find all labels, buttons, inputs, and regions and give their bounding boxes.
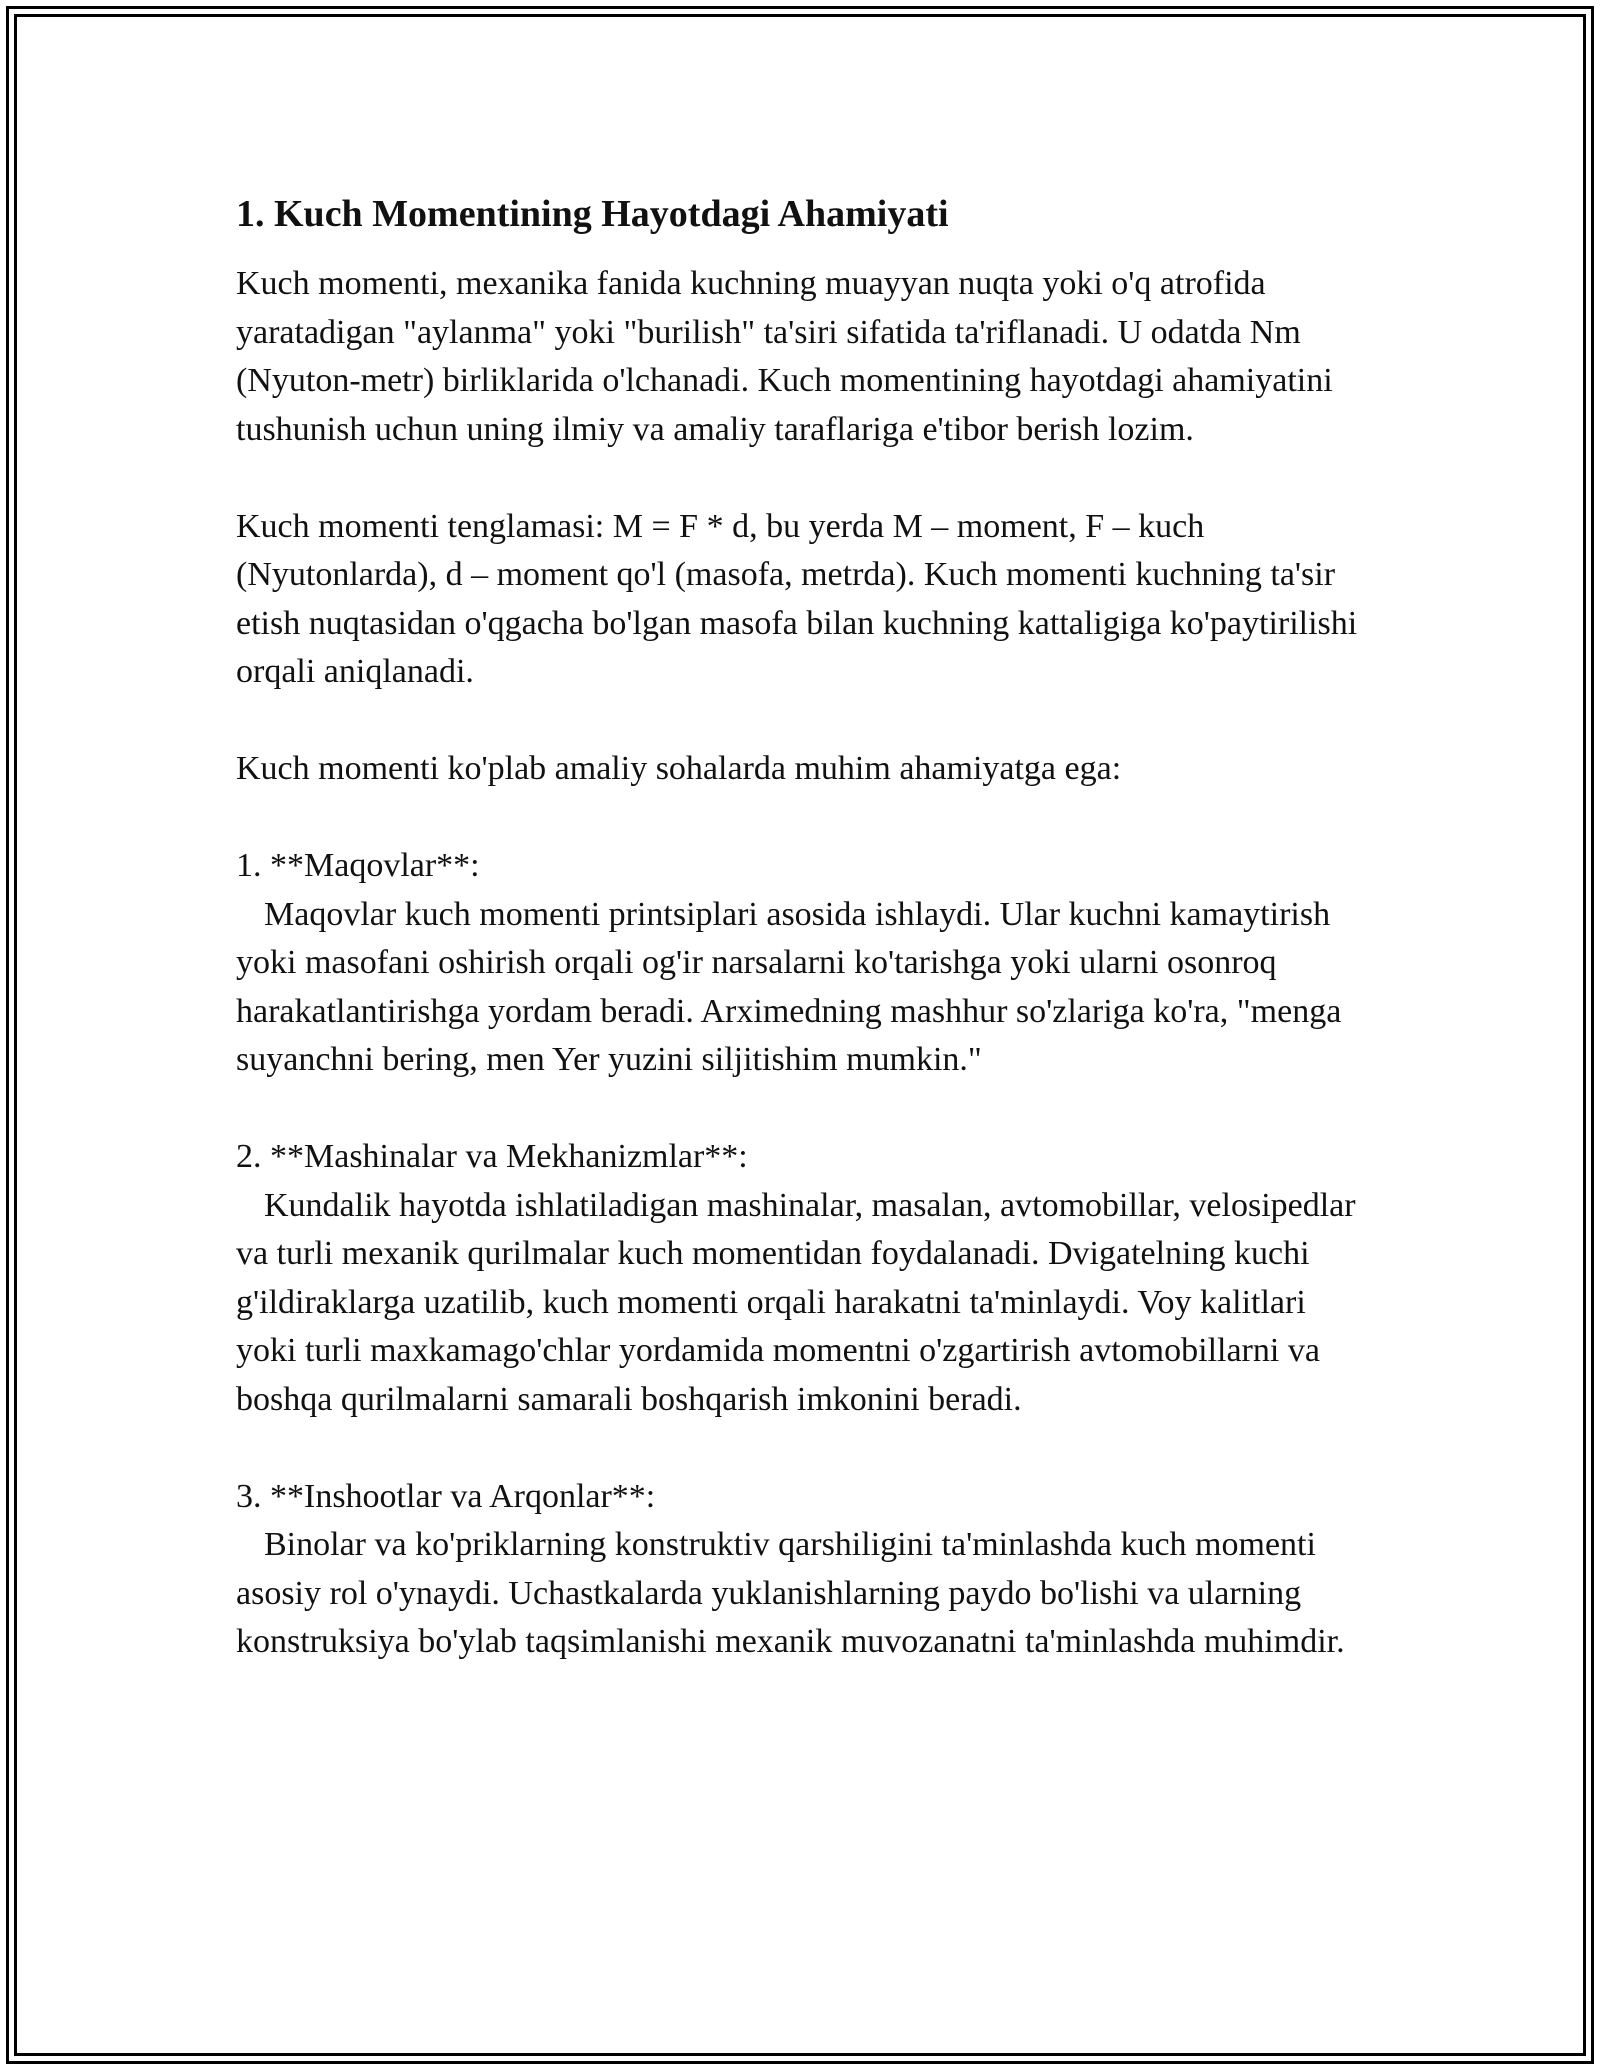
list-item-body: Binolar va ko'priklarning konstruktiv qarshiligini ta'minlashda kuch momenti asosiy rol o'ynaydi. Uchastkalarda yuklanishlarning paydo bo'lishi va ularning konstruksiya bo'ylab taqsimlanishi mexanik muvozanatni ta'minlashda muhimdir. <box>236 1526 1345 1660</box>
list-item <box>236 1133 1366 1424</box>
document-title: 1. Kuch Momentining Hayotdagi Ahamiyati <box>236 193 949 235</box>
list-item-body: Maqovlar kuch momenti printsiplari asosida ishlaydi. Ular kuchni kamaytirish yoki masofani oshirish orqali og'ir narsalarni ko'tarishga yoki ularni osonroq harakatlantirishga yordam beradi. Arximedning mashhur so'zlariga ko'ra, "menga suyanchni bering, men Yer yuzini siljitishim mumkin." <box>236 895 1350 1078</box>
paragraph-definition: Kuch momenti, mexanika fanida kuchning muayyan nuqta yoki o'q atrofida yaratadigan "aylanma" yoki "burilish" ta'siri sifatida ta'riflanadi. U odatda Nm (Nyuton-metr) birliklarida o'lchanadi. Kuch momentining hayotdagi ahamiyatini tushunish uchun uning ilmiy va amaliy taraflariga e'tibor berish lozim. <box>236 265 1342 448</box>
list-item-title: 3. **Inshootlar va Arqonlar**: <box>236 1477 656 1515</box>
list-item-title: 2. **Mashinalar va Mekhanizmlar**: <box>236 1138 748 1175</box>
document-body <box>236 182 1366 1715</box>
list-item-title: 1. **Maqovlar**: <box>236 847 480 884</box>
list-item <box>236 1473 1366 1667</box>
paragraph-equation: Kuch momenti tenglamasi: M = F * d, bu yerda M – moment, F – kuch (Nyutonlarda), d – moment qo'l (masofa, metrda). Kuch momenti kuchning ta'sir etish nuqtasidan o'qgacha bo'lgan masofa bilan kuchning kattaligiga ko'paytirilishi orqali aniqlanadi. <box>236 507 1366 690</box>
paragraph-intro-list: Kuch momenti ko'plab amaliy sohalarda muhim ahamiyatga ega: <box>236 750 1122 787</box>
list-item <box>236 842 1366 1085</box>
list-item-body: Kundalik hayotda ishlatiladigan mashinalar, masalan, avtomobillar, velosipedlar va turli mexanik qurilmalar kuch momentidan foydalanadi. Dvigatelning kuchi g'ildiraklarga uzatilib, kuch momenti orqali harakatni ta'minlaydi. Voy kalitlari yoki turli maxkamago'chlar yordamida momentni o'zgartirish avtomobillarni va boshqa qurilmalarni samarali boshqarish imkonini beradi. <box>236 1186 1365 1418</box>
